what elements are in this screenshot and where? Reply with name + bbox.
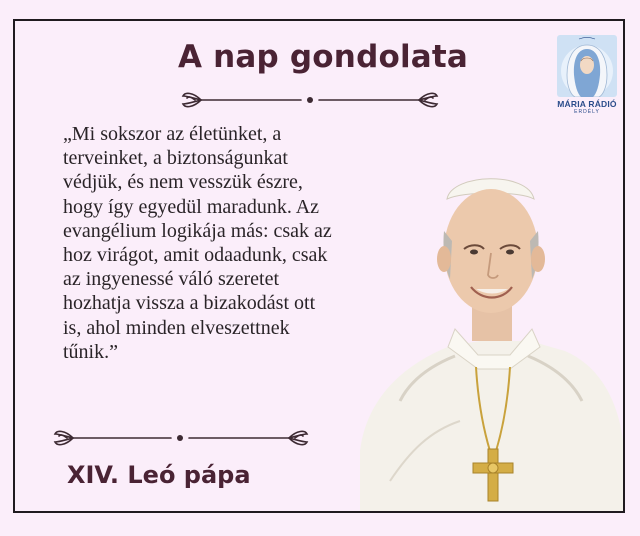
madonna-logo-icon — [557, 35, 617, 97]
quote-line: tűnik.” — [63, 340, 118, 363]
quote-card — [13, 19, 625, 513]
quote-line: hoz virágot, amit odaadunk, csak — [63, 244, 328, 267]
quote-line: evangélium logikája más: csak az — [63, 219, 332, 242]
logo-name: MÁRIA RÁDIÓ — [557, 99, 617, 109]
logo-subtitle: ERDÉLY — [574, 109, 600, 115]
quote-line: hogy így egyedül maradunk. Az — [63, 195, 320, 218]
quote-line: „Mi sokszor az életünket, a — [63, 123, 282, 145]
author-name: XIV. Leó pápa — [67, 461, 251, 489]
quote-line: az ingyenessé váló szeretet — [63, 268, 280, 291]
bottom-ornament-divider — [53, 426, 309, 450]
maria-radio-logo — [557, 35, 617, 117]
quote-line: védjük, és nem vesszük észre, — [63, 171, 303, 194]
quote-line: terveinket, a biztonságunkat — [63, 147, 288, 170]
quote-line: hozhatja vissza a bizakodást ott — [63, 292, 316, 315]
quote-text — [63, 122, 379, 364]
pope-portrait-image — [360, 151, 623, 511]
top-ornament-divider — [181, 88, 439, 112]
quote-line: is, ahol minden elveszettnek — [63, 316, 290, 339]
pope-portrait — [360, 151, 623, 511]
page-title: A nap gondolata — [177, 39, 469, 75]
